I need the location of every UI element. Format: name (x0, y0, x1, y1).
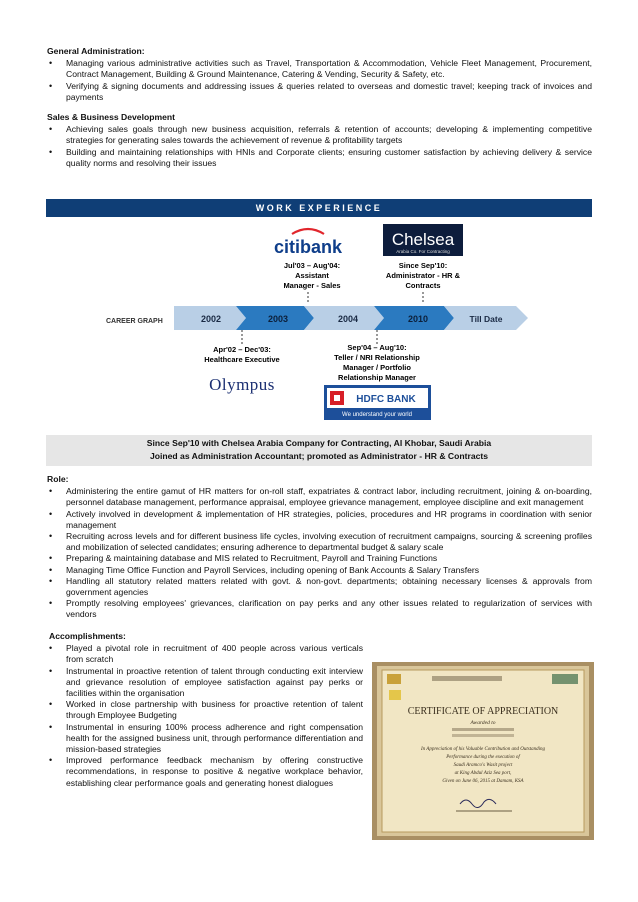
certificate-text5: Given on June 06, 2015 at Damam, KSA (442, 779, 524, 784)
chelsea-role-line1: Administrator - HR & (385, 271, 461, 280)
year-2010: 2010 (407, 314, 429, 324)
certificate-text3: Saudi Aramco's Wasit project (453, 763, 513, 768)
chelsea-role-line2: Contracts (405, 281, 441, 290)
certificate-text4: at King Abdul Aziz Sea port, (454, 771, 512, 776)
current-position-box (46, 435, 592, 466)
accomplishments-section (47, 631, 363, 789)
list-item: • Improved performance feedback mechanism by offering constructive recommendations, in response to positive & negative workplace behavior, establishing clear performance goals and generating honest dialogues (47, 755, 363, 789)
list-item: • Promptly resolving employees' grievances, clarification on pay perks and any other issues related to regularization of services with vendors (47, 598, 592, 620)
hdfc-role-line2: Manager / Portfolio (343, 363, 411, 372)
list-item: • Managing Time Office Function and Payroll Services, including opening of Bank Accounts & Salary Transfers (47, 565, 592, 576)
hdfc-role-line1: Teller / NRI Relationship (334, 353, 420, 362)
career-graph (46, 220, 592, 425)
citi-role-line1: Assistant (295, 271, 329, 280)
role-heading: Role: (47, 474, 69, 484)
hdfc-logo (324, 385, 431, 420)
role-list (47, 486, 592, 620)
role-section (47, 474, 592, 621)
general-heading: General Administration: (47, 46, 145, 56)
chelsea-logo-text: Chelsea (391, 230, 455, 249)
career-graph-label: CAREER GRAPH (106, 318, 163, 325)
year-till-date: Till Date (469, 314, 503, 324)
year-2004: 2004 (337, 314, 359, 324)
certificate-text1: In Appreciation of his Valuable Contribution and Outstanding (420, 747, 546, 752)
list-item: • Managing various administrative activities such as Travel, Transportation & Accommodation, Vehicle Fleet Management, Procurement, Contract Management, Building & Ground Maintenance, Catering & Vending, Security & Safety, etc. (47, 58, 592, 80)
list-item: • Worked in close partnership with business for proactive retention of talent through Employee Budgeting (47, 699, 363, 721)
banner-title: WORK EXPERIENCE (255, 203, 383, 213)
citi-dates: Jul'03 – Aug'04: (283, 261, 341, 270)
certificate-title: CERTIFICATE OF APPRECIATION (407, 706, 559, 717)
hdfc-role-line3: Relationship Manager (338, 373, 416, 382)
list-item: • Actively involved in development & implementation of HR strategies, policies, procedures and HR programs in coordination with senior management (47, 509, 592, 531)
accomplishments-heading: Accomplishments: (49, 631, 126, 641)
chelsea-logo-sub: Arabia Co. For Contracting (396, 249, 450, 254)
list-item: • Instrumental in ensuring 100% process adherence and right compensation health for the assigned business unit, through performance differentiation and mission-based strategies (47, 722, 363, 756)
list-item: • Administering the entire gamut of HR matters for on-roll staff, expatriates & contract labor, including recruitment, joining & on-boarding, personnel database management, performance appraisal, employee grievance management, employee discipline and exit management (47, 486, 592, 508)
list-item: • Verifying & signing documents and addressing issues & queries related to overseas and domestic travel; keeping track of invoices and payments (47, 81, 592, 103)
sales-heading: Sales & Business Development (47, 112, 175, 123)
list-item: • Achieving sales goals through new business acquisition, referrals & retention of accounts; developing & implementing competitive strategies for generating sales towards the achievement of revenue & profitability targets (47, 124, 592, 146)
hdfc-logo-text: HDFC BANK (356, 394, 416, 405)
list-item: • Handling all statutory related matters related with govt. & non-govt. departments; obtaining necessary licenses & approvals from government agencies (47, 576, 592, 598)
list-item: • Preparing & maintaining database and MIS related to Recruitment, Payroll and Training Functions (47, 553, 592, 564)
since-line1: Since Sep'10 with Chelsea Arabia Company for Contracting, Al Khobar, Saudi Arabia (146, 438, 492, 448)
work-experience-banner (46, 199, 592, 217)
olympus-dates: Apr'02 – Dec'03: (213, 345, 271, 354)
since-line2: Joined as Administration Accountant; promoted as Administrator - HR & Contracts (149, 451, 489, 461)
chelsea-logo (383, 224, 463, 256)
certificate-awarded: Awarded to (470, 720, 496, 726)
year-2003: 2003 (267, 314, 289, 324)
sales-list (47, 124, 592, 169)
chelsea-dates: Since Sep'10: (398, 261, 448, 270)
citibank-logo (274, 229, 343, 257)
certificate-image (372, 662, 594, 840)
hdfc-logo-sub: We understand your world (342, 412, 412, 418)
olympus-logo: Olympus (209, 375, 275, 394)
general-section (47, 46, 592, 169)
year-2002: 2002 (200, 314, 222, 324)
list-item: • Building and maintaining relationships with HNIs and Corporate clients; ensuring customer satisfaction by achieving delivery & service quality norms and resolving their issues (47, 147, 592, 169)
citibank-logo-text: citibank (273, 237, 343, 257)
general-list (47, 58, 592, 103)
list-item: • Played a pivotal role in recruitment of 400 people across various verticals from scratch (47, 643, 363, 665)
citi-role-line2: Manager - Sales (283, 281, 341, 290)
certificate-text2: Performance during the execution of (446, 755, 520, 760)
accomplishments-list (47, 643, 363, 789)
list-item: • Recruiting across levels and for different business life cycles, involving execution of recruitment campaigns, sourcing & screening profiles and mobilization of selected candidates; ensuring adherence to departmental budget & salary scale (47, 531, 592, 553)
list-item: • Instrumental in proactive retention of talent through conducting exit interview and grievance resolution of employee satisfaction against pay perks or facilities within the organisation (47, 666, 363, 700)
hdfc-dates: Sep'04 – Aug'10: (347, 343, 407, 352)
olympus-role-line1: Healthcare Executive (204, 355, 280, 364)
